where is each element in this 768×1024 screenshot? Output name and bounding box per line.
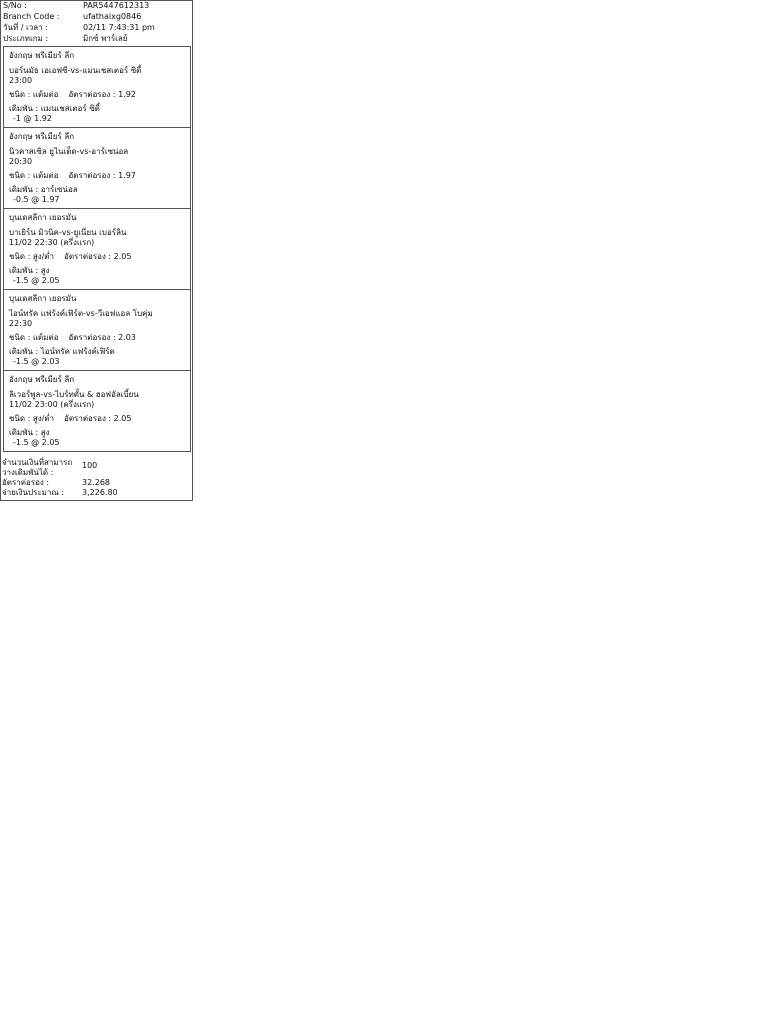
header-row-datetime (1, 23, 192, 34)
header-row-branch (1, 12, 192, 23)
gametype-label: ประเภทเกม : (3, 34, 49, 43)
bet-match: บาเยิร์น มิวนิค-vs-ยูเนี่ยน เบอร์ลิน (9, 228, 127, 237)
branch-value: ufathaixg0846 (83, 12, 142, 21)
bet-match: ไอน์ทรัค แฟร้งค์เฟิร์ต-vs-วีเอฟแอล โบคุ่ม (9, 309, 153, 318)
bet-type-line (9, 414, 185, 424)
bet-handicap: -1.5 @ 2.05 (13, 276, 60, 285)
gametype-value: มิกซ์ พาร์เลย์ (83, 34, 128, 43)
bet-league: อังกฤษ พรีเมียร์ ลีก (9, 375, 75, 384)
bet-time: 23:00 (9, 76, 33, 85)
bet-time: 11/02 23:00 (ครึ่งแรก) (9, 400, 95, 409)
bet-type-line (9, 171, 185, 181)
bet-pick: เดิมพัน : อาร์เซน่อล (9, 185, 78, 194)
bet-item (3, 208, 191, 290)
serial-label: S/No : (3, 1, 27, 10)
bet-type: ชนิด : แต้มต่อ (9, 333, 59, 342)
bet-type-line (9, 252, 185, 262)
bet-type-line (9, 333, 185, 343)
bet-handicap: -1.5 @ 2.03 (13, 357, 60, 366)
bet-handicap: -1 @ 1.92 (13, 114, 52, 123)
total-odds-label: อัตราต่อรอง : (2, 478, 50, 487)
header-row-gametype (1, 34, 192, 45)
datetime-label: วันที่ / เวลา : (3, 23, 48, 32)
bet-item (3, 289, 191, 371)
bet-match: บอร์นมัธ เอเอฟซี-vs-แมนเชสเตอร์ ซิตี้ (9, 66, 142, 75)
bet-league: บุนเดสลีกา เยอรมัน (9, 294, 77, 303)
bet-type-line (9, 90, 185, 100)
bet-time: 22:30 (9, 319, 33, 328)
bet-match: ลิเวอร์พูล-vs-ไบร์ทตั้น & ฮอฟอัลเบี้ยน (9, 390, 139, 399)
bet-type: ชนิด : แต้มต่อ (9, 90, 59, 99)
bet-league: อังกฤษ พรีเมียร์ ลีก (9, 132, 75, 141)
ticket-summary (1, 458, 192, 498)
bet-item (3, 46, 191, 128)
payout-label: จ่ายเงินประมาณ : (2, 488, 65, 497)
summary-payout-row (1, 488, 192, 498)
serial-value: PAR5447612313 (83, 1, 150, 10)
bet-pick: เดิมพัน : แมนเชสเตอร์ ซิตี้ (9, 104, 100, 113)
bet-odds: อัตราต่อรอง : 1.92 (68, 90, 136, 99)
stake-label: จำนวนเงินที่สามารถวางเดิมพันได้ : (2, 458, 73, 477)
bet-time: 20:30 (9, 157, 33, 166)
bet-pick: เดิมพัน : ไอน์ทรัค แฟร้งค์เฟิร์ต (9, 347, 115, 356)
bet-time: 11/02 22:30 (ครึ่งแรก) (9, 238, 95, 247)
stake-value: 100 (82, 461, 98, 470)
bet-type: ชนิด : สูง/ต่ำ (9, 252, 55, 261)
total-odds-value: 32.268 (82, 478, 110, 487)
bet-odds: อัตราต่อรอง : 2.03 (68, 333, 136, 342)
datetime-value: 02/11 7:43:31 pm (83, 23, 155, 32)
bet-item (3, 370, 191, 452)
bet-type: ชนิด : แต้มต่อ (9, 171, 59, 180)
bet-match: นิวคาสเซิล ยูไนเต็ด-vs-อาร์เซน่อล (9, 147, 129, 156)
bet-type: ชนิด : สูง/ต่ำ (9, 414, 55, 423)
branch-label: Branch Code : (3, 12, 60, 21)
bet-handicap: -1.5 @ 2.05 (13, 438, 60, 447)
summary-odds-row (1, 478, 192, 488)
bet-odds: อัตราต่อรอง : 2.05 (64, 252, 132, 261)
bet-item (3, 127, 191, 209)
bet-odds: อัตราต่อรอง : 2.05 (64, 414, 132, 423)
ticket-header (1, 1, 192, 45)
bet-pick: เดิมพัน : สูง (9, 266, 50, 275)
summary-stake-row (1, 458, 192, 478)
header-row-serial (1, 1, 192, 12)
bet-league: บุนเดสลีกา เยอรมัน (9, 213, 77, 222)
payout-value: 3,226.80 (82, 488, 118, 497)
bet-ticket (0, 0, 193, 501)
bet-league: อังกฤษ พรีเมียร์ ลีก (9, 51, 75, 60)
bet-pick: เดิมพัน : สูง (9, 428, 50, 437)
bet-handicap: -0.5 @ 1.97 (13, 195, 60, 204)
bet-odds: อัตราต่อรอง : 1.97 (68, 171, 136, 180)
